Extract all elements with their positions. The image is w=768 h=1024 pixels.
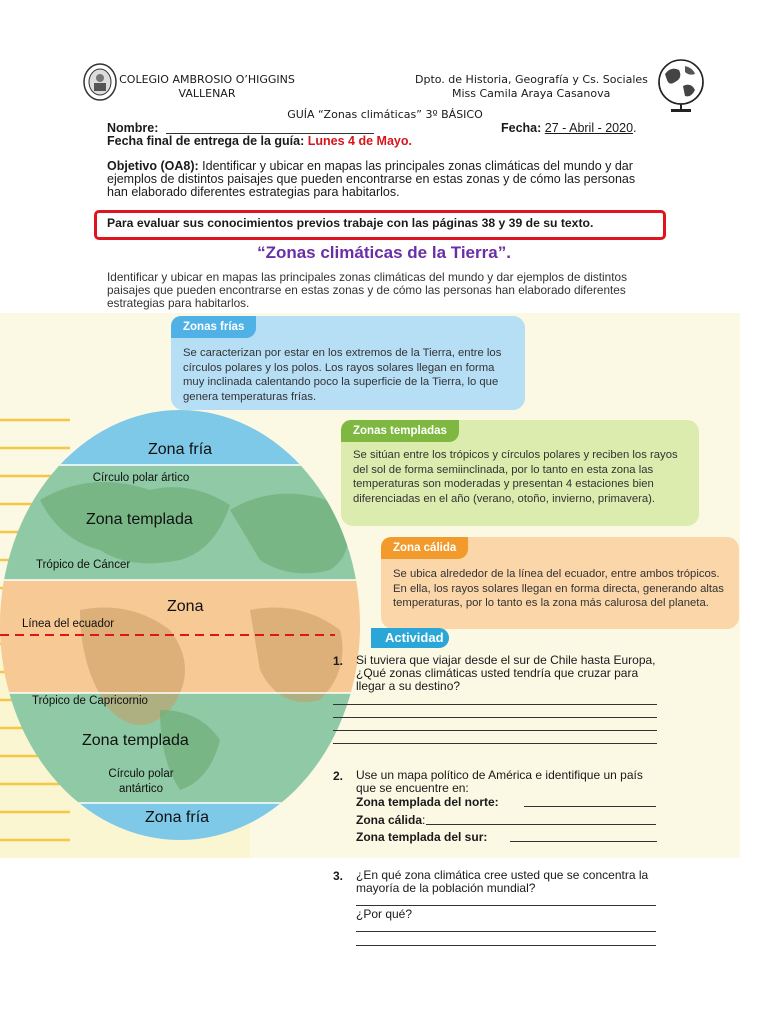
nombre-label: Nombre: — [107, 121, 159, 135]
globe-zona-templada-top: Zona templada — [86, 511, 193, 528]
globe-linea-ecuador: Línea del ecuador — [22, 618, 115, 630]
globe-stand-icon — [651, 56, 711, 114]
card-zonas-frias-text: Se caracterizan por estar en los extremos de la Tierra, entre los círculos polares y los polos. Los rayos solares llegan en forma muy inclinada calentando poco la superficie de la Tierra, lo que genera temperaturas frías. — [183, 347, 502, 403]
globe-tropico-capricornio: Trópico de Capricornio — [32, 695, 148, 707]
q2-calida-row — [356, 813, 425, 827]
notice-box — [94, 210, 666, 240]
globe-zona-fria-bottom: Zona fría — [145, 809, 210, 826]
objective-text: Identificar y ubicar en mapas las principales zonas climáticas del mundo y dar ejemplos de distintos paisajes que pueden encontrarse en estas zonas y de cómo las personas han elaborado diferentes estrategias para habitarlos. — [107, 159, 636, 199]
q2-templada-norte-field[interactable] — [524, 806, 656, 807]
answer-line-3b[interactable] — [356, 931, 656, 932]
card-zonas-frias — [171, 316, 525, 410]
globe-zona-calida: Zona — [167, 598, 204, 615]
question-3-number: 3. — [333, 869, 344, 883]
intro-text: Identificar y ubicar en mapas las principales zonas climáticas del mundo y dar ejemplos de distintos paisajes que pueden encontrarse en estas zonas y de cómo las personas han elaborado diferentes estrategias para habitarlos. — [107, 270, 627, 310]
answer-line-1a[interactable] — [333, 704, 657, 705]
school-city: VALLENAR — [178, 87, 236, 100]
deadline-value: Lunes 4 de Mayo. — [307, 134, 412, 148]
card-zonas-frias-tag: Zonas frías — [171, 316, 256, 338]
q2-calida-colon: : — [422, 813, 426, 827]
question-1-text: Si tuviera que viajar desde el sur de Chile hasta Europa, ¿Qué zonas climáticas usted tendría que cruzar para llegar a su destino? — [356, 653, 656, 693]
globe-circulo-antartico: Círculo polar antártico — [108, 768, 174, 795]
objective — [107, 160, 657, 199]
notice-text: Para evaluar sus conocimientos previos trabaje con las páginas 38 y 39 de su texto. — [107, 216, 594, 230]
fecha-value: 27 - Abril - 2020 — [544, 121, 634, 135]
question-3-text: ¿En qué zona climática cree usted que se concentra la mayoría de la población mundial? — [356, 868, 649, 895]
card-zona-calida-text: Se ubica alrededor de la línea del ecuador, entre ambos trópicos. En ella, los rayos solares llegan en forma directa, generando altas temperaturas, por lo tanto es la zona más calurosa del planeta. — [393, 568, 724, 609]
fecha-label: Fecha: — [501, 121, 542, 135]
card-zonas-templadas — [341, 420, 699, 526]
globe-tropico-cancer: Trópico de Cáncer — [36, 559, 131, 571]
globe-zona-templada-bottom: Zona templada — [82, 732, 189, 749]
objective-label: Objetivo (OA8): — [107, 159, 199, 173]
q2-calida-field[interactable] — [426, 824, 656, 825]
q2-templada-norte-label: Zona templada del norte: — [356, 795, 499, 809]
q3-why-label: ¿Por qué? — [356, 907, 413, 921]
question-2-text: Use un mapa político de América e identifique un país que se encuentre en: — [356, 768, 643, 795]
q2-templada-sur-field[interactable] — [510, 841, 657, 842]
card-zonas-templadas-tag: Zonas templadas — [341, 420, 459, 442]
school-name: COLEGIO AMBROSIO O’HIGGINS — [119, 73, 295, 86]
answer-line-1c[interactable] — [333, 730, 657, 731]
question-2-number: 2. — [333, 769, 344, 783]
answer-line-3c[interactable] — [356, 945, 656, 946]
answer-line-1b[interactable] — [333, 717, 657, 718]
activity-tag-label: Actividad — [385, 630, 444, 645]
guide-title: GUÍA “Zonas climáticas” 3º BÁSICO — [287, 108, 483, 121]
question-1-number: 1. — [333, 654, 344, 668]
teacher: Miss Camila Araya Casanova — [452, 87, 611, 100]
fecha-end: . — [633, 121, 637, 135]
card-zona-calida — [381, 537, 739, 629]
deadline-row — [107, 135, 412, 148]
fecha-row — [501, 122, 637, 135]
card-zona-calida-tag: Zona cálida — [381, 537, 468, 559]
deadline-label: Fecha final de entrega de la guía: — [107, 134, 305, 148]
section-title: “Zonas climáticas de la Tierra”. — [257, 243, 511, 262]
card-zonas-templadas-text: Se sitúan entre los trópicos y círculos polares y reciben los rayos del sol de forma semiinclinada, por lo tanto en esta zona las temperaturas son moderadas y presentan 4 estaciones bien diferenciadas en el año (verano, otoño, invierno, primavera). — [353, 449, 678, 505]
globe-circulo-artico: Círculo polar ártico — [92, 472, 190, 484]
answer-line-1d[interactable] — [333, 743, 657, 744]
department: Dpto. de Historia, Geografía y Cs. Sociales — [415, 73, 648, 86]
q2-templada-sur-label: Zona templada del sur: — [356, 830, 488, 844]
q2-calida-label: Zona cálida — [356, 813, 423, 827]
activity-tag — [371, 628, 449, 648]
globe-zona-fria-top: Zona fría — [148, 441, 213, 458]
answer-line-3a[interactable] — [356, 905, 656, 906]
